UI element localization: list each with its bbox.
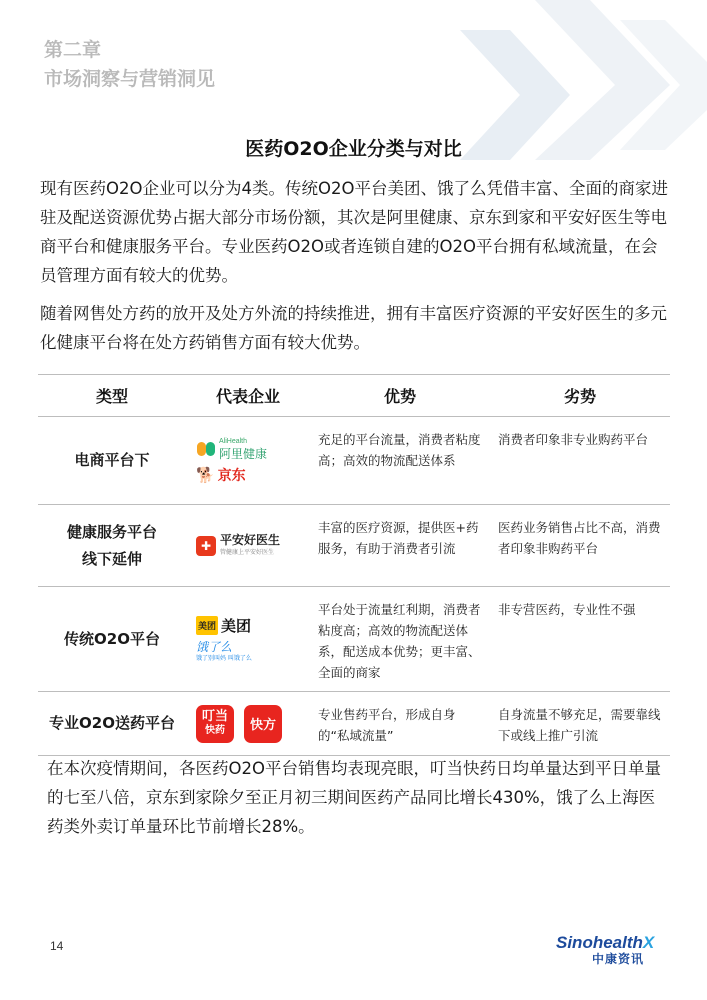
meituan-text: 美团 bbox=[221, 616, 252, 635]
alihealth-mark-icon bbox=[196, 441, 216, 457]
row-logos bbox=[186, 505, 310, 587]
epidemic-paragraph: 在本次疫情期间，各医药O2O平台销售均表现亮眼，叮当快药日均单量达到平日单量的七至八倍，京东到家除夕至正月初三期间医药产品同比增长430%，饿了么上海医药类外卖订单量环比节前增长28%。 bbox=[47, 759, 661, 836]
pingan-cn: 平安好医生 bbox=[220, 532, 281, 547]
eleme-sub: 饿了别叫妈 叫饿了么 bbox=[196, 654, 252, 662]
row-type-line-2: 线下延伸 bbox=[81, 549, 142, 568]
pingan-sub: 管健康上平安好医生 bbox=[220, 548, 275, 556]
dingdang-a: 叮当 bbox=[201, 708, 228, 724]
kuaifang-logo: 快方 bbox=[244, 705, 282, 743]
header-type: 类型 bbox=[38, 375, 186, 417]
alihealth-logo bbox=[196, 437, 267, 461]
brand-cn: 中康资讯 bbox=[591, 952, 644, 966]
meituan-logo bbox=[196, 615, 251, 636]
table-row bbox=[38, 587, 670, 692]
jd-logo bbox=[196, 465, 246, 485]
sinohealth-logo bbox=[556, 934, 676, 967]
brand-en-main: Sinohealth bbox=[556, 933, 643, 952]
comparison-table bbox=[38, 374, 670, 756]
jd-text: 京东 bbox=[217, 467, 246, 484]
pingan-mark-icon: ✚ bbox=[196, 536, 216, 556]
prescription-paragraph: 随着网售处方药的放开及处方外流的持续推进，拥有丰富医疗资源的平安好医生的多元化健康平台将在处方药销售方面有较大优势。 bbox=[40, 304, 667, 352]
table-header-row bbox=[38, 375, 670, 417]
table-row bbox=[38, 692, 670, 756]
row-advantage: 专业售药平台，形成自身的“私域流量” bbox=[310, 692, 490, 756]
chapter-header bbox=[44, 36, 215, 94]
row-type bbox=[38, 505, 186, 587]
dingdang-logo bbox=[196, 705, 234, 743]
eleme-cn: 饿了么 bbox=[196, 639, 233, 654]
row-logos bbox=[186, 417, 310, 505]
row-type: 电商平台下 bbox=[38, 417, 186, 505]
row-disadvantage: 医药业务销售占比不高，消费者印象非购药平台 bbox=[490, 505, 670, 587]
eleme-logo bbox=[196, 640, 252, 664]
intro-paragraph: 现有医药O2O企业可以分为4类。传统O2O平台美团、饿了么凭借丰富、全面的商家进驻及配送资源优势占据大部分市场份额，其次是阿里健康、京东到家和平安好医生等电商平台和健康服务平台。专业医药O2O或者连锁自建的O2O平台拥有私域流量，在会员管理方面有较大的优势。 bbox=[40, 179, 668, 285]
row-advantage: 丰富的医疗资源，提供医+药服务，有助于消费者引流 bbox=[310, 505, 490, 587]
meituan-mark: 美团 bbox=[196, 616, 218, 635]
chapter-title: 市场洞察与营销洞见 bbox=[44, 68, 216, 90]
alihealth-cn: 阿里健康 bbox=[219, 446, 268, 461]
jd-dog-icon: 🐕 bbox=[196, 465, 215, 484]
row-logos bbox=[186, 692, 310, 756]
chapter-number: 第二章 bbox=[44, 39, 102, 61]
table-row bbox=[38, 417, 670, 505]
row-advantage: 充足的平台流量，消费者粘度高；高效的物流配送体系 bbox=[310, 417, 490, 505]
row-advantage: 平台处于流量红利期，消费者粘度高；高效的物流配送体系，配送成本优势；更丰富、全面的商家 bbox=[310, 587, 490, 692]
row-disadvantage: 非专营医药，专业性不强 bbox=[490, 587, 670, 692]
section-title: 医药O2O企业分类与对比 bbox=[245, 138, 462, 160]
row-disadvantage: 消费者印象非专业购药平台 bbox=[490, 417, 670, 505]
table-row bbox=[38, 505, 670, 587]
header-companies: 代表企业 bbox=[186, 375, 310, 417]
brand-en bbox=[556, 934, 676, 952]
page-number: 14 bbox=[50, 939, 64, 953]
row-disadvantage: 自身流量不够充足，需要靠线下或线上推广引流 bbox=[490, 692, 670, 756]
row-type: 传统O2O平台 bbox=[38, 587, 186, 692]
dingdang-b: 快药 bbox=[205, 724, 225, 736]
header-disadvantage: 劣势 bbox=[490, 375, 670, 417]
pingan-logo bbox=[196, 533, 280, 559]
header-advantage: 优势 bbox=[310, 375, 490, 417]
row-logos bbox=[186, 587, 310, 692]
row-type-line-1: 健康服务平台 bbox=[66, 522, 157, 541]
alihealth-en: AliHealth bbox=[219, 437, 248, 445]
row-type: 专业O2O送药平台 bbox=[38, 692, 186, 756]
brand-mark: X bbox=[642, 933, 655, 952]
